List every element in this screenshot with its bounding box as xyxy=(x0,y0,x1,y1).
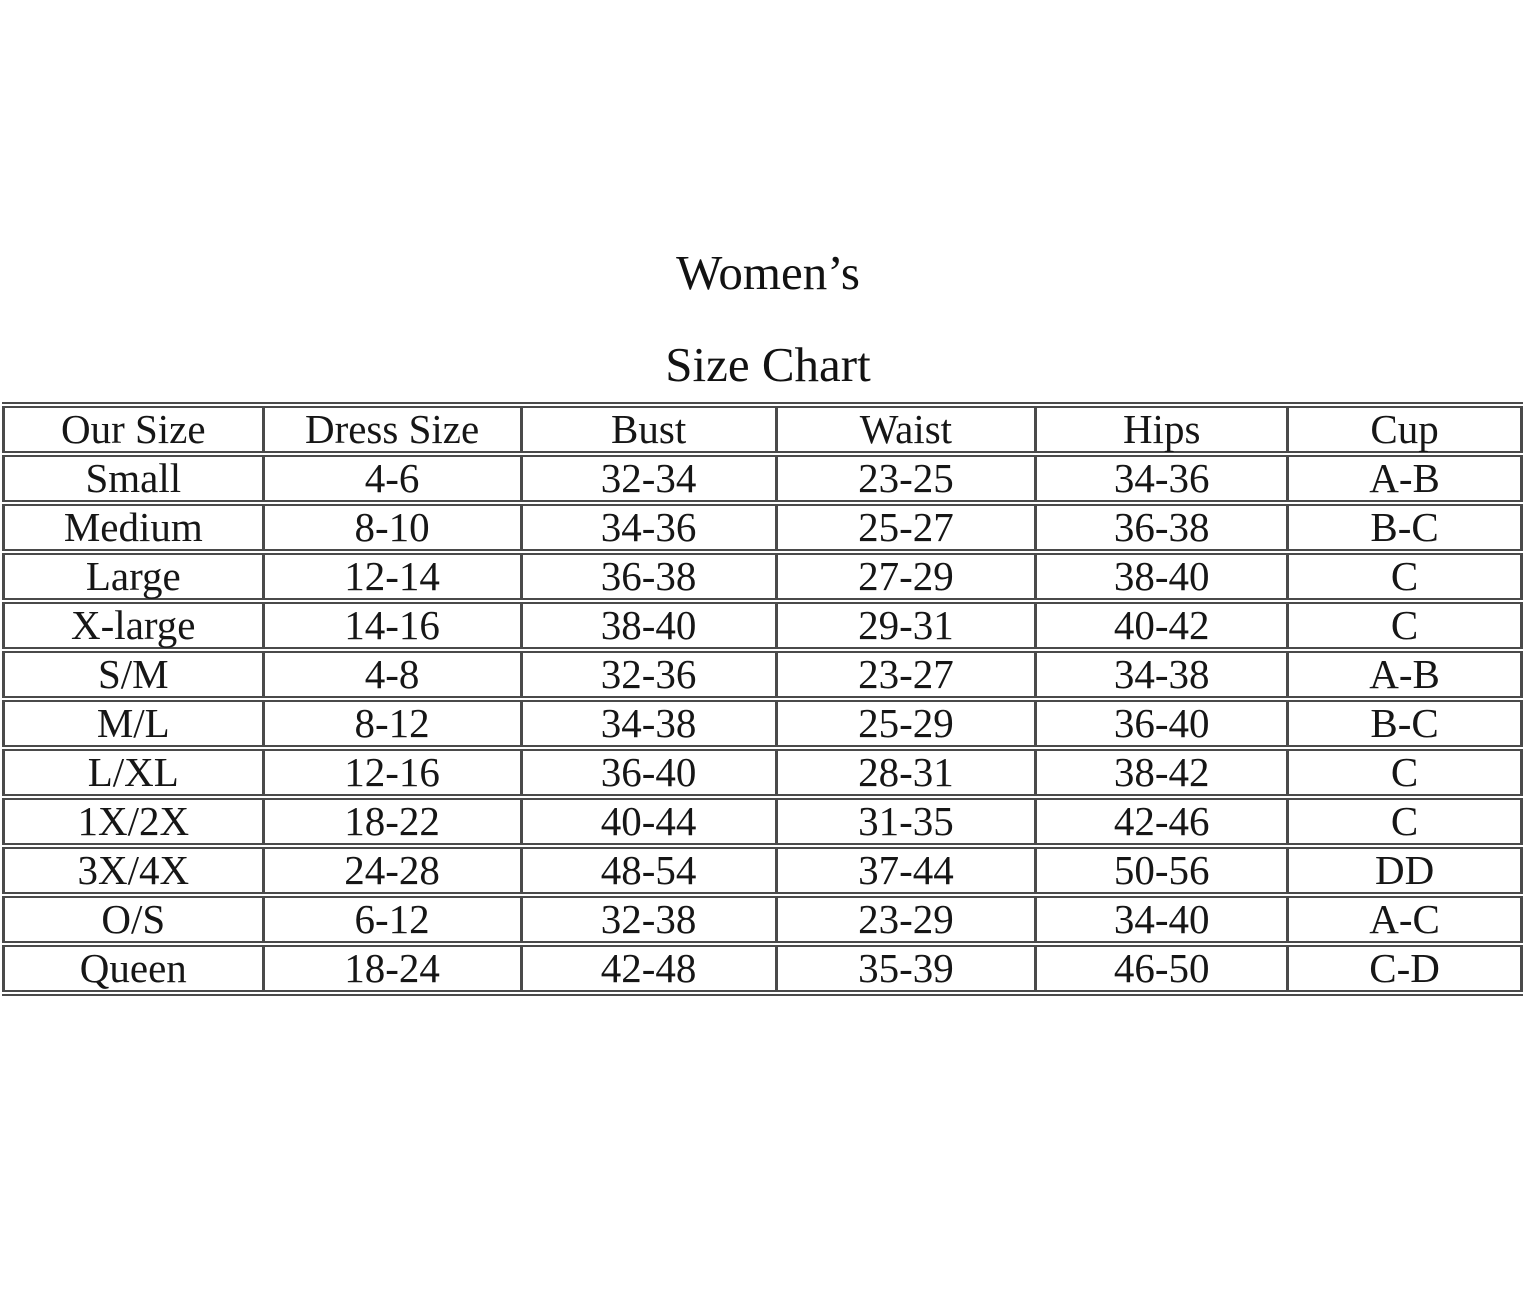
table-row xyxy=(4,552,1522,601)
column-header-hips: Hips xyxy=(1036,405,1288,454)
table-row xyxy=(4,699,1522,748)
size-value-cell: 32-34 xyxy=(521,454,776,503)
size-value-cell: 36-38 xyxy=(1036,503,1288,552)
size-value-cell: 48-54 xyxy=(521,846,776,895)
column-header-our-size: Our Size xyxy=(4,405,264,454)
size-value-cell: 14-16 xyxy=(263,601,521,650)
size-value-cell: 34-36 xyxy=(1036,454,1288,503)
size-value-cell: 31-35 xyxy=(776,797,1036,846)
size-table-body xyxy=(4,454,1522,993)
size-value-cell: 23-25 xyxy=(776,454,1036,503)
size-value-cell: 42-48 xyxy=(521,944,776,993)
size-label-cell: X-large xyxy=(4,601,264,650)
size-label-cell: Small xyxy=(4,454,264,503)
size-value-cell: 37-44 xyxy=(776,846,1036,895)
table-row xyxy=(4,895,1522,944)
header-row xyxy=(4,405,1522,454)
size-value-cell: 18-24 xyxy=(263,944,521,993)
size-label-cell: Medium xyxy=(4,503,264,552)
size-label-cell: S/M xyxy=(4,650,264,699)
size-chart-header xyxy=(4,405,1522,454)
size-label-cell: O/S xyxy=(4,895,264,944)
size-label-cell: L/XL xyxy=(4,748,264,797)
size-value-cell: B-C xyxy=(1288,503,1522,552)
size-value-cell: 12-16 xyxy=(263,748,521,797)
size-value-cell: 6-12 xyxy=(263,895,521,944)
size-value-cell: 25-27 xyxy=(776,503,1036,552)
table-row xyxy=(4,748,1522,797)
table-row xyxy=(4,503,1522,552)
size-value-cell: B-C xyxy=(1288,699,1522,748)
size-value-cell: 24-28 xyxy=(263,846,521,895)
size-label-cell: Large xyxy=(4,552,264,601)
size-value-cell: 36-40 xyxy=(1036,699,1288,748)
column-header-bust: Bust xyxy=(521,405,776,454)
table-row xyxy=(4,846,1522,895)
size-value-cell: 28-31 xyxy=(776,748,1036,797)
column-header-cup: Cup xyxy=(1288,405,1522,454)
size-value-cell: 32-38 xyxy=(521,895,776,944)
size-value-cell: 34-40 xyxy=(1036,895,1288,944)
table-row xyxy=(4,454,1522,503)
page-title-line-1: Women’s xyxy=(676,245,860,300)
size-value-cell: 38-40 xyxy=(1036,552,1288,601)
size-value-cell: A-B xyxy=(1288,454,1522,503)
size-value-cell: 27-29 xyxy=(776,552,1036,601)
table-row xyxy=(4,650,1522,699)
size-value-cell: 36-38 xyxy=(521,552,776,601)
size-value-cell: 46-50 xyxy=(1036,944,1288,993)
table-row xyxy=(4,797,1522,846)
size-value-cell: 40-42 xyxy=(1036,601,1288,650)
size-value-cell: C-D xyxy=(1288,944,1522,993)
column-header-dress-size: Dress Size xyxy=(263,405,521,454)
size-value-cell: C xyxy=(1288,797,1522,846)
size-value-cell: 23-29 xyxy=(776,895,1036,944)
size-value-cell: A-B xyxy=(1288,650,1522,699)
size-label-cell: 1X/2X xyxy=(4,797,264,846)
size-value-cell: 8-12 xyxy=(263,699,521,748)
table-row xyxy=(4,944,1522,993)
size-value-cell: C xyxy=(1288,552,1522,601)
size-value-cell: 50-56 xyxy=(1036,846,1288,895)
page-title-line-2: Size Chart xyxy=(665,337,871,392)
size-value-cell: 34-36 xyxy=(521,503,776,552)
size-value-cell: 34-38 xyxy=(521,699,776,748)
column-header-waist: Waist xyxy=(776,405,1036,454)
size-value-cell: 4-6 xyxy=(263,454,521,503)
size-value-cell: 12-14 xyxy=(263,552,521,601)
size-value-cell: 38-42 xyxy=(1036,748,1288,797)
size-value-cell: 40-44 xyxy=(521,797,776,846)
size-value-cell: DD xyxy=(1288,846,1522,895)
size-value-cell: C xyxy=(1288,601,1522,650)
size-value-cell: 8-10 xyxy=(263,503,521,552)
size-value-cell: C xyxy=(1288,748,1522,797)
size-value-cell: 4-8 xyxy=(263,650,521,699)
size-value-cell: 29-31 xyxy=(776,601,1036,650)
size-value-cell: 35-39 xyxy=(776,944,1036,993)
size-value-cell: 42-46 xyxy=(1036,797,1288,846)
size-label-cell: Queen xyxy=(4,944,264,993)
size-value-cell: A-C xyxy=(1288,895,1522,944)
table-row xyxy=(4,601,1522,650)
size-value-cell: 32-36 xyxy=(521,650,776,699)
size-value-cell: 23-27 xyxy=(776,650,1036,699)
size-value-cell: 18-22 xyxy=(263,797,521,846)
size-chart-table xyxy=(2,402,1523,996)
size-label-cell: M/L xyxy=(4,699,264,748)
size-value-cell: 36-40 xyxy=(521,748,776,797)
size-value-cell: 38-40 xyxy=(521,601,776,650)
size-value-cell: 34-38 xyxy=(1036,650,1288,699)
size-label-cell: 3X/4X xyxy=(4,846,264,895)
size-value-cell: 25-29 xyxy=(776,699,1036,748)
